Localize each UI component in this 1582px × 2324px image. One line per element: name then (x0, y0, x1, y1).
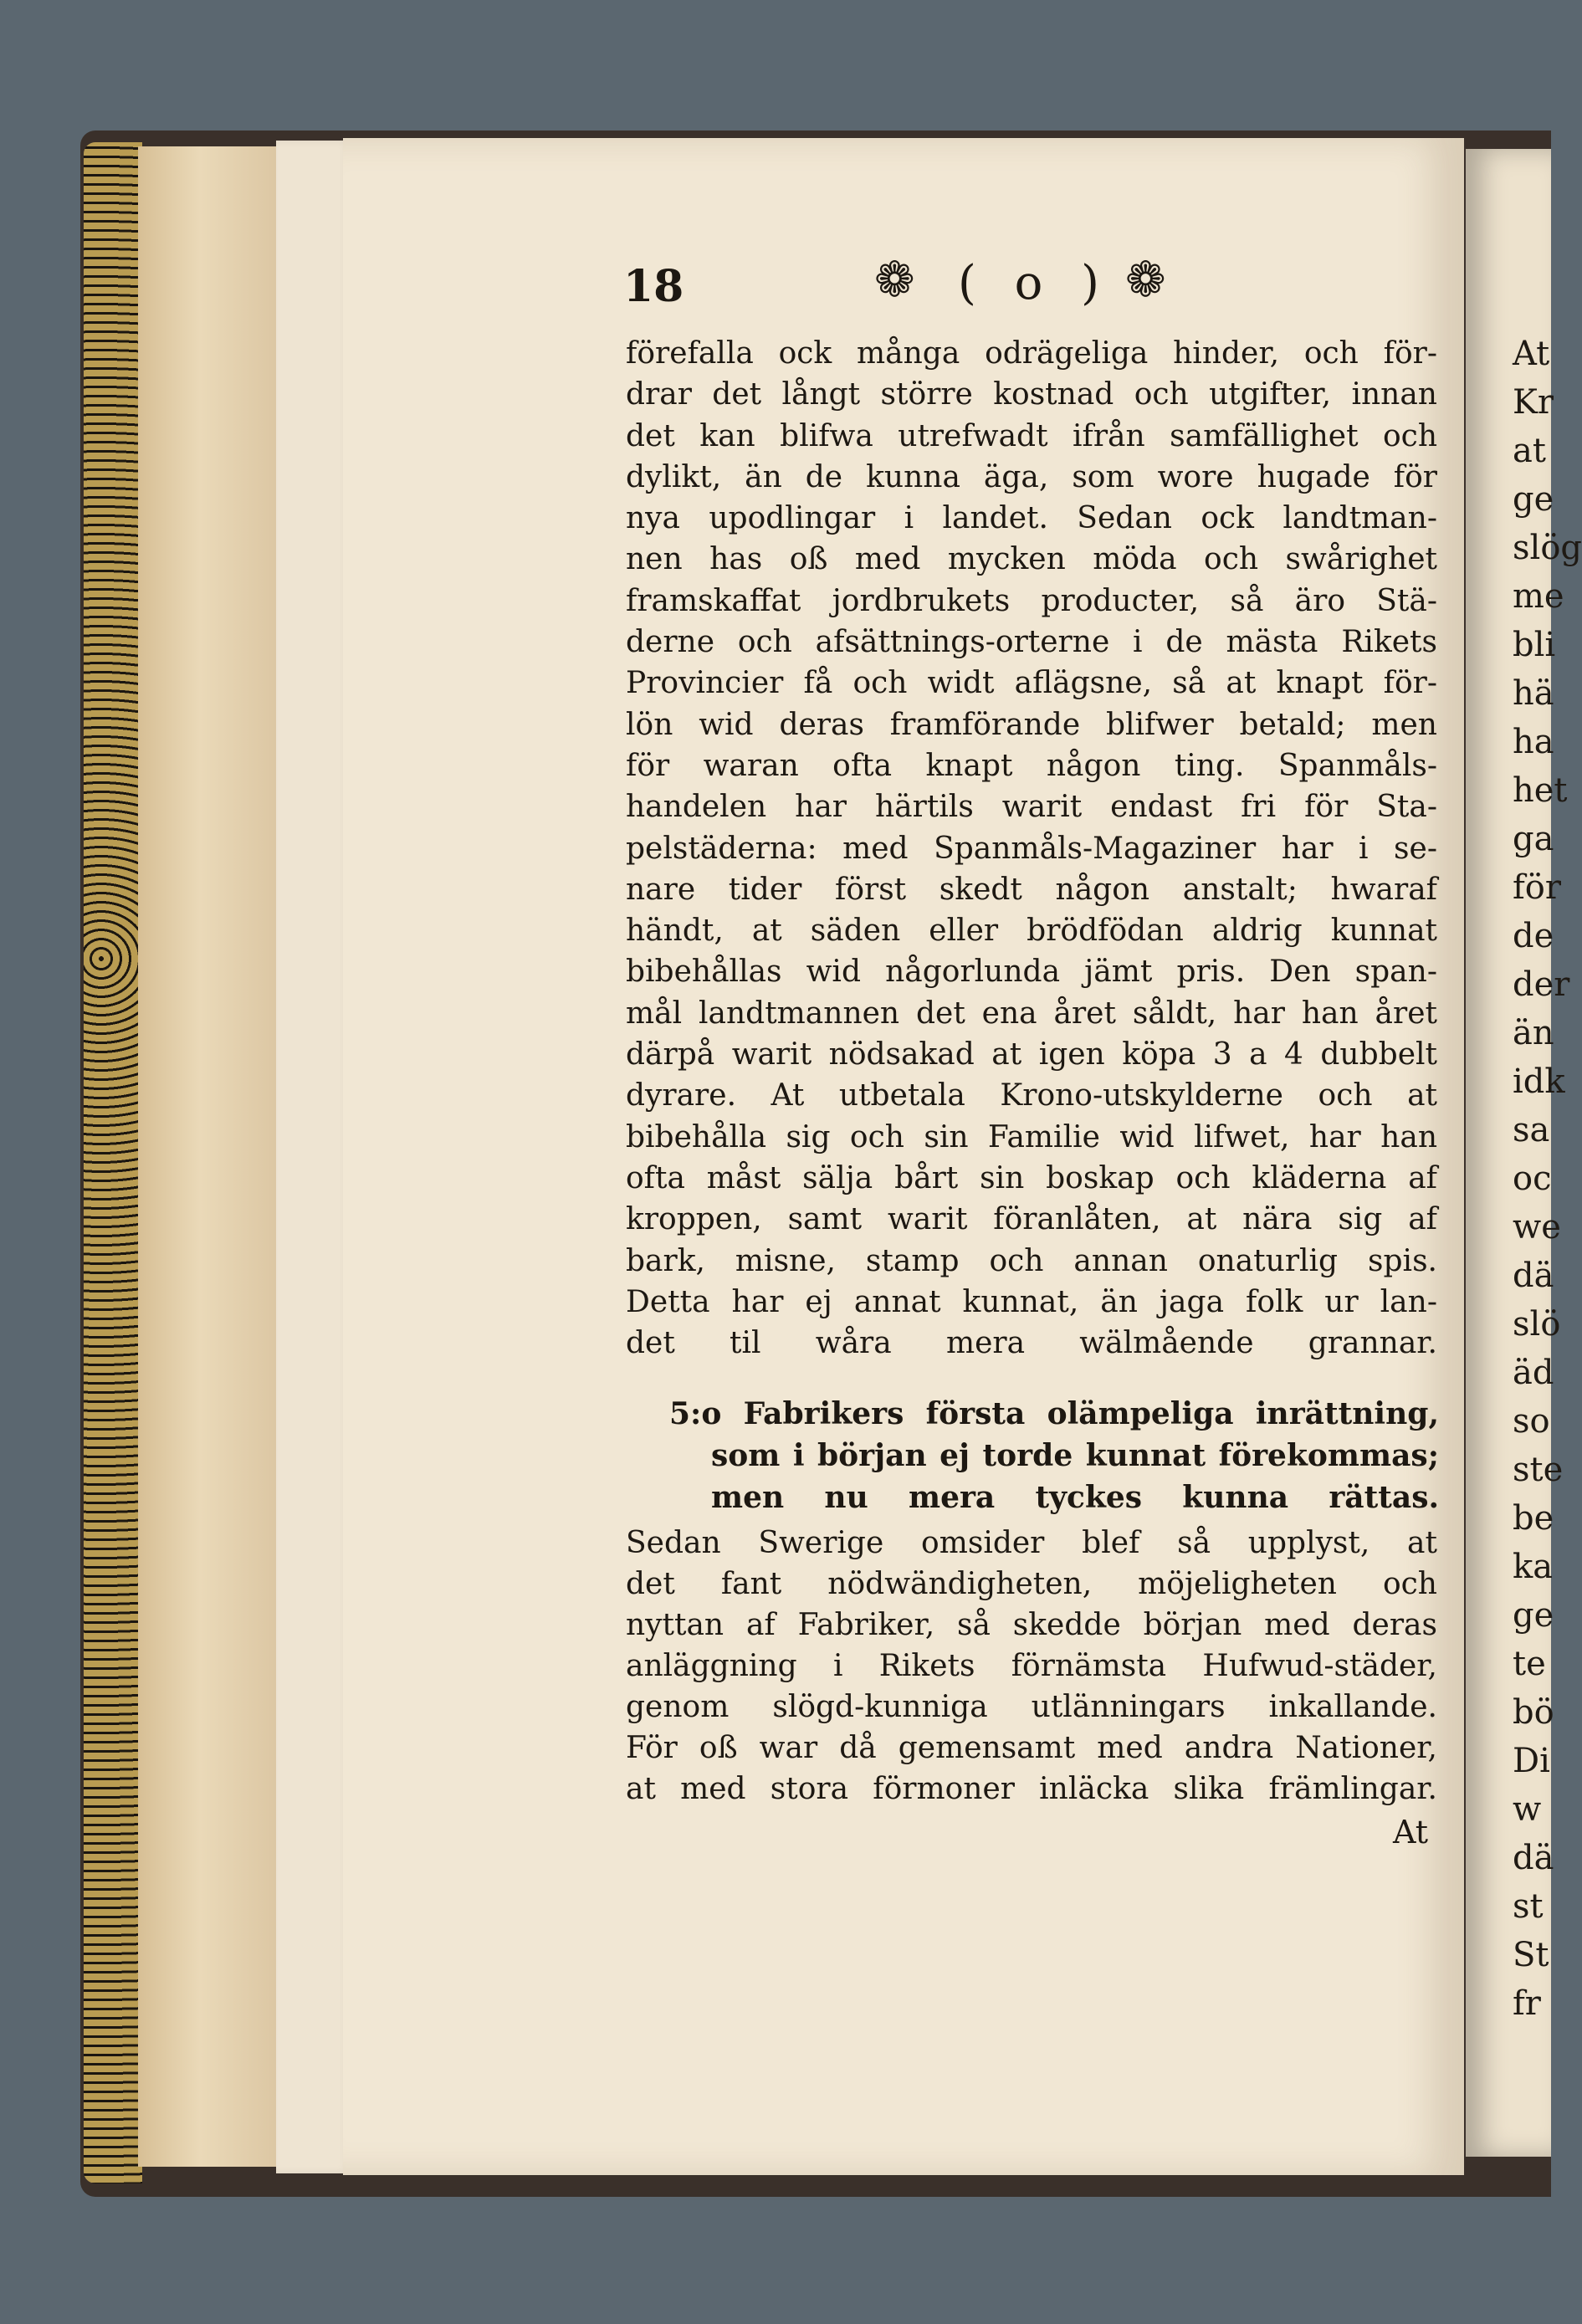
text-line: bark, misne, stamp och annan onaturlig spis. (626, 1243, 1437, 1278)
right-page-text-fragment: ga (1513, 820, 1554, 858)
text-line: Detta har ej annat kunnat, än jaga folk ur lan- (626, 1284, 1437, 1319)
text-line: bibehållas wid någorlunda jämt pris. Den span- (626, 955, 1437, 990)
text-line: lön wid deras framförande blifwer betald; men (626, 707, 1437, 742)
right-page-fragment (1466, 149, 1582, 2157)
text-line: drar det långt större kostnad och utgifter, innan (626, 377, 1437, 412)
right-page-text-fragment: st (1513, 1887, 1544, 1926)
right-page-text-fragment: än (1513, 1014, 1554, 1052)
right-page-text-fragment: Kr (1513, 383, 1554, 422)
text-line: det kan blifwa utrefwadt ifrån samfällighet och (626, 418, 1437, 453)
text-line: förefalla ock många odrägeliga hinder, och för- (626, 336, 1437, 371)
text-line: framskaffat jordbrukets producter, så äro Stä- (626, 583, 1437, 618)
text-line: dylikt, än de kunna äga, som wore hugade för (626, 459, 1437, 494)
right-page-text-fragment: sa (1513, 1111, 1550, 1149)
text-line: genom slögd-kunniga utlänningars inkallande. (626, 1690, 1437, 1724)
right-page-text-fragment: dä (1513, 1839, 1554, 1877)
text-line: kroppen, samt warit föranlåten, at nära sig af (626, 1202, 1437, 1237)
right-page-text-fragment: het (1513, 771, 1568, 810)
text-line: nyttan af Fabriker, så skedde början med deras (626, 1608, 1437, 1642)
right-page-text-fragment: för (1513, 868, 1562, 907)
right-page-text-fragment: idk (1513, 1062, 1565, 1101)
right-page-text-fragment: ste (1513, 1451, 1564, 1489)
right-page-text-fragment: bö (1513, 1693, 1554, 1732)
page-header (623, 251, 1460, 318)
right-page-text-fragment: w (1513, 1790, 1542, 1829)
right-page-text-fragment: te (1513, 1645, 1546, 1683)
text-line: För oß war då gemensamt med andra Nationer, (626, 1731, 1437, 1765)
text-line: Provincier få och widt aflägsne, så at knapt för- (626, 666, 1437, 701)
ornament-icon: ❁ (1125, 251, 1166, 308)
right-page-text-fragment: ge (1513, 480, 1554, 519)
text-line: händt, at säden eller brödfödan aldrig kunnat (626, 914, 1437, 949)
marbled-cover-edge (84, 142, 142, 2183)
right-page-text-fragment: ka (1513, 1548, 1554, 1586)
right-page-text-fragment: oc (1513, 1159, 1552, 1198)
ornament-icon: ❁ (874, 251, 915, 308)
right-page-text-fragment: hä (1513, 674, 1554, 713)
text-line: ofta måst sälja bårt sin boskap och kläderna af (626, 1160, 1437, 1195)
text-line: men nu mera tyckes kunna rättas. (711, 1480, 1439, 1515)
text-line: Sedan Swerige omsider blef så upplyst, at (626, 1526, 1437, 1560)
right-page-text-fragment: at (1513, 432, 1546, 470)
text-line: för waran ofta knapt någon ting. Spanmåls- (626, 748, 1437, 783)
right-page-text-fragment: äd (1513, 1354, 1554, 1392)
right-page-text-fragment: dä (1513, 1257, 1554, 1295)
right-page-text-fragment: ha (1513, 723, 1554, 761)
header-text: ( o ) (958, 256, 1112, 310)
right-page-text-fragment: we (1513, 1208, 1561, 1246)
right-page-text-fragment: so (1513, 1402, 1550, 1441)
text-line: dyrare. At utbetala Krono-utskylderne och at (626, 1078, 1437, 1113)
section-heading (669, 1393, 1439, 1518)
text-line: det fant nödwändigheten, möjeligheten och (626, 1567, 1437, 1601)
text-line: nen has oß med mycken möda och swårighet (626, 542, 1437, 577)
text-line: pelstäderna: med Spanmåls-Magaziner har i se- (626, 831, 1437, 866)
right-page-text-fragment: fr (1513, 1984, 1541, 2023)
flyleaf (276, 141, 351, 2173)
page-edges (138, 146, 293, 2167)
right-page-text-fragment: der (1513, 965, 1570, 1004)
text-line: anläggning i Rikets förnämsta Hufwud-städer, (626, 1649, 1437, 1683)
right-page-text-fragment: slö (1513, 1305, 1561, 1344)
text-line: 5:o Fabrikers första olämpeliga inrättning, (669, 1396, 1439, 1431)
text-line: derne och afsättnings-orterne i de mästa Rikets (626, 625, 1437, 660)
right-page-text-fragment: Di (1513, 1742, 1550, 1780)
right-page-text-fragment: ge (1513, 1596, 1554, 1635)
right-page-text-fragment: St (1513, 1936, 1549, 1974)
text-line: at med stora förmoner inläcka slika främlingar. (626, 1772, 1437, 1806)
right-page-text-fragment: bli (1513, 626, 1556, 664)
text-line: handelen har härtils warit endast fri för Sta- (626, 790, 1437, 825)
right-page-text-fragment: me (1513, 577, 1564, 616)
text-line: nya upodlingar i landet. Sedan ock landtman- (626, 501, 1437, 536)
text-line: det til wåra mera wälmående grannar. (626, 1326, 1437, 1361)
paragraph-1 (626, 333, 1437, 1364)
catchword: At (1393, 1814, 1429, 1850)
right-page-text-fragment: slög (1513, 529, 1582, 567)
right-page-text-fragment: de (1513, 917, 1554, 955)
page-number: 18 (623, 261, 684, 312)
paragraph-2 (626, 1523, 1437, 1810)
text-line: nare tider först skedt någon anstalt; hwaraf (626, 872, 1437, 907)
text-line: mål landtmannen det ena året såldt, har han året (626, 996, 1437, 1031)
text-line: som i början ej torde kunnat förekommas; (711, 1438, 1439, 1473)
text-line: därpå warit nödsakad at igen köpa 3 a 4 dubbelt (626, 1037, 1437, 1072)
right-page-text-fragment: be (1513, 1499, 1554, 1538)
text-line: bibehålla sig och sin Familie wid lifwet, har han (626, 1119, 1437, 1154)
right-page-text-fragment: At (1513, 335, 1550, 373)
